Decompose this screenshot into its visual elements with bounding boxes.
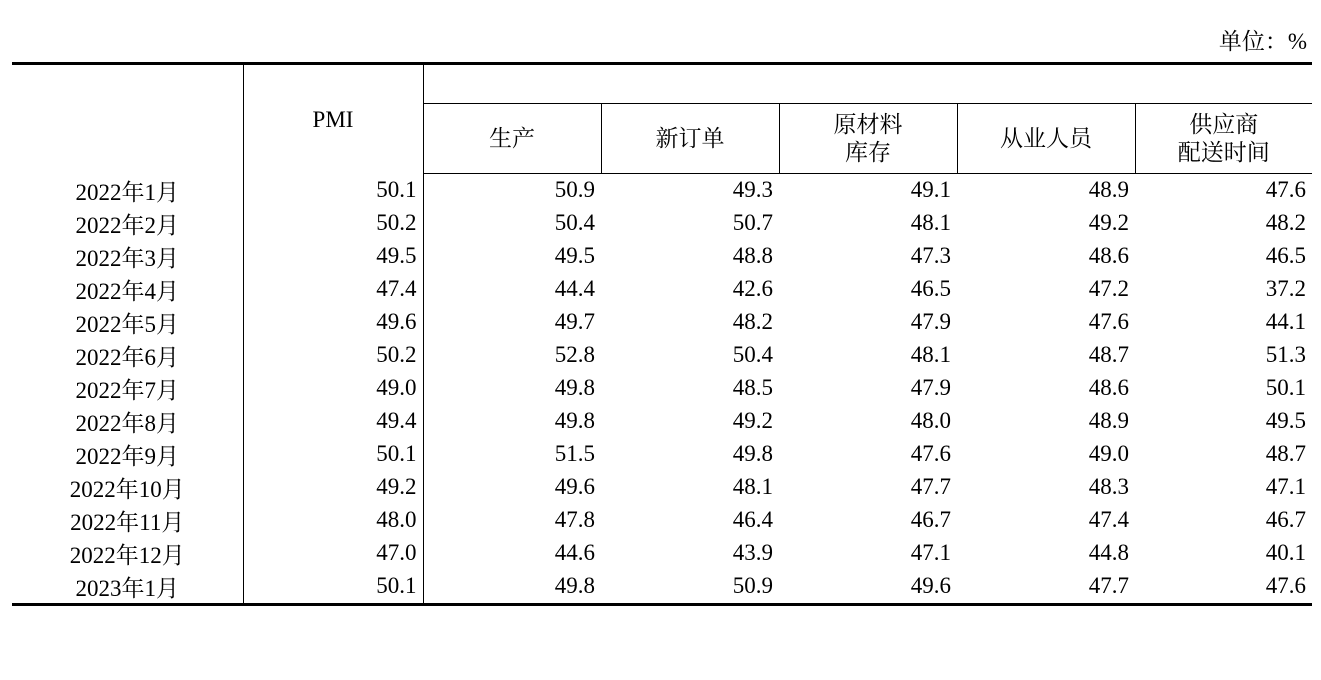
header-raw-material-inventory (779, 104, 957, 174)
cell-month: 2022年9月 (12, 438, 243, 471)
cell-pmi: 50.2 (243, 207, 423, 240)
header-pmi: PMI (243, 64, 423, 174)
cell-new-orders: 49.3 (732, 177, 773, 203)
table-row (12, 273, 1312, 306)
cell-production: 44.4 (554, 276, 595, 301)
cell-supplier-delivery: 49.5 (1265, 408, 1307, 433)
cell-supplier-delivery: 46.7 (1265, 507, 1307, 532)
cell-employment: 47.4 (1088, 507, 1129, 532)
table-row (12, 207, 1312, 240)
cell-employment: 49.0 (1088, 441, 1129, 466)
cell-raw-material-inventory: 48.0 (910, 408, 951, 433)
cell-pmi: 50.1 (243, 570, 423, 605)
cell-month: 2022年1月 (12, 174, 243, 207)
cell-employment: 44.8 (1088, 540, 1129, 565)
cell-supplier-delivery: 47.6 (1265, 177, 1307, 203)
cell-raw-material-inventory: 47.9 (910, 375, 951, 400)
header-corner (12, 64, 243, 174)
cell-new-orders: 50.7 (732, 210, 773, 235)
cell-new-orders: 49.8 (732, 441, 773, 466)
cell-pmi: 50.2 (243, 339, 423, 372)
table-row (12, 471, 1312, 504)
cell-raw-material-inventory: 46.5 (910, 276, 951, 301)
cell-production: 47.8 (554, 507, 595, 532)
cell-production: 49.6 (554, 474, 595, 499)
cell-month: 2022年2月 (12, 207, 243, 240)
cell-raw-material-inventory: 46.7 (910, 507, 951, 532)
cell-supplier-delivery: 50.1 (1265, 375, 1307, 400)
cell-pmi: 49.0 (243, 372, 423, 405)
cell-employment: 48.7 (1088, 342, 1129, 367)
cell-pmi: 47.0 (243, 537, 423, 570)
cell-supplier-delivery: 40.1 (1265, 540, 1307, 565)
table-header (12, 64, 1312, 174)
cell-month: 2022年8月 (12, 405, 243, 438)
header-employment: 从业人员 (957, 104, 1135, 174)
pmi-table (12, 62, 1312, 606)
cell-production: 50.4 (554, 210, 595, 235)
cell-production: 51.5 (554, 441, 595, 466)
cell-pmi: 48.0 (243, 504, 423, 537)
cell-new-orders: 48.5 (732, 375, 773, 400)
cell-new-orders: 49.2 (732, 408, 773, 433)
cell-month: 2022年5月 (12, 306, 243, 339)
cell-supplier-delivery: 48.2 (1265, 210, 1307, 235)
cell-raw-material-inventory: 47.3 (910, 243, 951, 268)
cell-employment: 48.6 (1088, 243, 1129, 268)
table-row (12, 570, 1312, 605)
cell-employment: 47.6 (1088, 309, 1129, 334)
header-sub-index-group (423, 64, 1312, 104)
cell-raw-material-inventory: 49.1 (910, 177, 951, 203)
cell-production: 52.8 (554, 342, 595, 367)
cell-raw-material-inventory: 47.1 (910, 540, 951, 565)
cell-new-orders: 48.8 (732, 243, 773, 268)
unit-label: 单位：% (1218, 29, 1307, 54)
cell-new-orders: 48.2 (732, 309, 773, 334)
table-row (12, 240, 1312, 273)
table-body (12, 174, 1312, 605)
table-row (12, 306, 1312, 339)
table-row (12, 438, 1312, 471)
cell-month: 2022年3月 (12, 240, 243, 273)
table-row (12, 174, 1312, 207)
cell-employment: 47.7 (957, 570, 1135, 605)
cell-supplier-delivery: 47.1 (1265, 474, 1307, 499)
cell-raw-material-inventory: 47.6 (910, 441, 951, 466)
cell-new-orders: 48.1 (732, 474, 773, 499)
header-raw-material-line2: 库存 (845, 139, 891, 165)
table-row (12, 504, 1312, 537)
cell-employment: 48.9 (1088, 177, 1129, 203)
cell-month: 2022年6月 (12, 339, 243, 372)
cell-raw-material-inventory: 49.6 (779, 570, 957, 605)
header-raw-material-line1: 原材料 (833, 111, 903, 137)
cell-raw-material-inventory: 47.7 (910, 474, 951, 499)
table-row (12, 405, 1312, 438)
cell-pmi: 47.4 (243, 273, 423, 306)
cell-pmi: 50.1 (243, 174, 423, 207)
table-row (12, 537, 1312, 570)
cell-employment: 49.2 (1088, 210, 1129, 235)
cell-employment: 48.6 (1088, 375, 1129, 400)
cell-pmi: 50.1 (243, 438, 423, 471)
cell-employment: 48.3 (1088, 474, 1129, 499)
cell-employment: 48.9 (1088, 408, 1129, 433)
cell-production: 50.9 (554, 177, 595, 203)
cell-month: 2022年10月 (12, 471, 243, 504)
cell-raw-material-inventory: 47.9 (910, 309, 951, 334)
cell-production: 49.7 (554, 309, 595, 334)
cell-new-orders: 42.6 (732, 276, 773, 301)
cell-production: 49.8 (554, 408, 595, 433)
cell-new-orders: 50.9 (601, 570, 779, 605)
cell-pmi: 49.5 (243, 240, 423, 273)
cell-pmi: 49.2 (243, 471, 423, 504)
cell-production: 49.8 (423, 570, 601, 605)
header-production: 生产 (423, 104, 601, 174)
cell-production: 49.5 (554, 243, 595, 268)
cell-supplier-delivery: 47.6 (1135, 570, 1312, 605)
cell-supplier-delivery: 46.5 (1265, 243, 1307, 268)
cell-month: 2022年11月 (12, 504, 243, 537)
cell-month: 2022年12月 (12, 537, 243, 570)
cell-month: 2023年1月 (12, 570, 243, 605)
header-new-orders: 新订单 (601, 104, 779, 174)
header-supplier-line1: 供应商 (1189, 111, 1259, 137)
cell-supplier-delivery: 37.2 (1265, 276, 1307, 301)
cell-month: 2022年4月 (12, 273, 243, 306)
cell-production: 49.8 (554, 375, 595, 400)
cell-month: 2022年7月 (12, 372, 243, 405)
cell-pmi: 49.4 (243, 405, 423, 438)
cell-employment: 47.2 (1088, 276, 1129, 301)
header-supplier-delivery (1135, 104, 1312, 174)
cell-supplier-delivery: 48.7 (1265, 441, 1307, 466)
cell-pmi: 49.6 (243, 306, 423, 339)
cell-supplier-delivery: 51.3 (1265, 342, 1307, 367)
cell-raw-material-inventory: 48.1 (910, 342, 951, 367)
cell-supplier-delivery: 44.1 (1265, 309, 1307, 334)
table-row (12, 372, 1312, 405)
cell-new-orders: 43.9 (732, 540, 773, 565)
cell-new-orders: 50.4 (732, 342, 773, 367)
cell-production: 44.6 (554, 540, 595, 565)
cell-new-orders: 46.4 (732, 507, 773, 532)
cell-raw-material-inventory: 48.1 (910, 210, 951, 235)
table-row (12, 339, 1312, 372)
header-supplier-line2: 配送时间 (1177, 139, 1270, 165)
